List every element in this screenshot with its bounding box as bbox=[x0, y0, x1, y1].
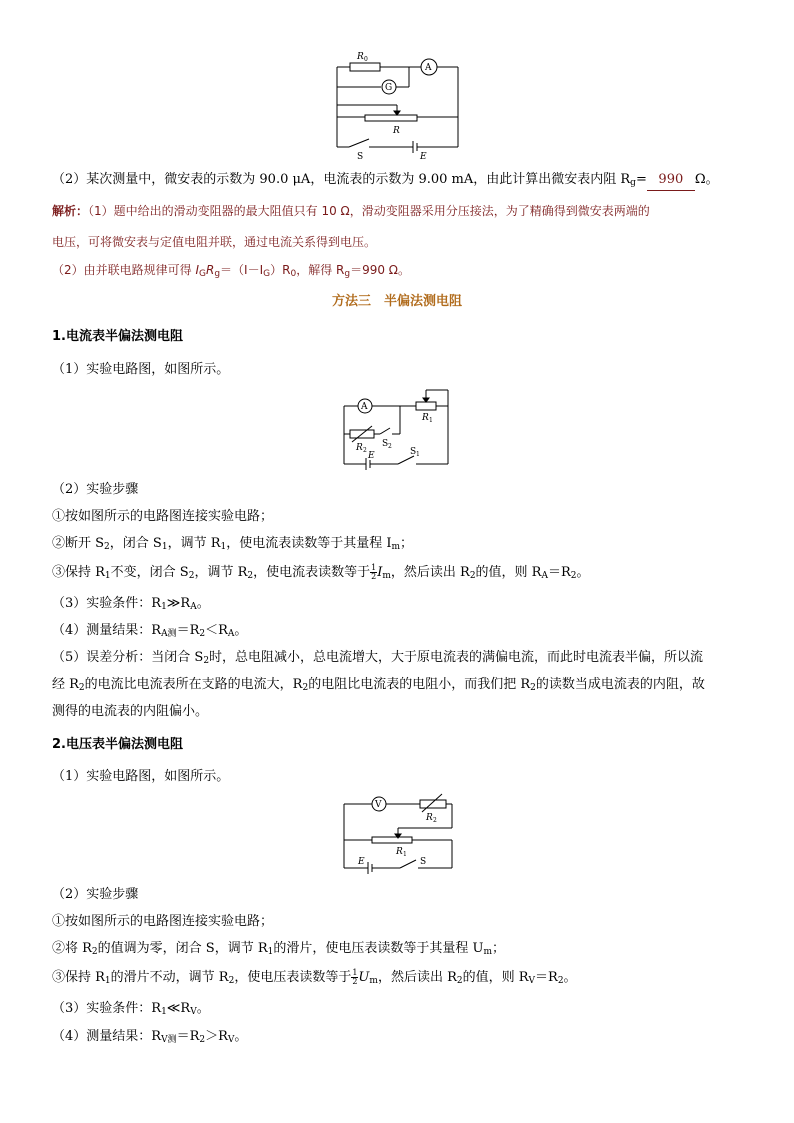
section-1-title: 1.电流表半偏法测电阻 bbox=[52, 329, 183, 344]
fig1-galvanometer-label: G bbox=[385, 83, 393, 93]
fig3-r2-label: R bbox=[426, 813, 433, 823]
question-2-line: （2）某次测量中，微安表的示数为 90.0 μA，电流表的示数为 9.00 mA，由此计算出微安表内阻 $R_g= 990$ Ω。 bbox=[52, 170, 752, 193]
fig1-r0-sub: 0 bbox=[364, 56, 368, 63]
s2-diagram-caption: （1）实验电路图，如图所示。 bbox=[52, 769, 230, 784]
s2-condition: （3）实验条件：$R_1≪R_V$。 bbox=[52, 1001, 210, 1017]
s1-condition: （3）实验条件：$R_1≫R_A$。 bbox=[52, 596, 210, 612]
fig3-r2-sub: 2 bbox=[433, 817, 437, 824]
s1-step-1: ①按如图所示的电路图连接实验电路； bbox=[52, 509, 274, 524]
s2-step-2: ②将 $R_2$的值调为零，闭合 S，调节 $R_1$的滑片，使电压表读数等于其量程 $U_m$； bbox=[52, 941, 506, 957]
circuit-diagram-1 bbox=[325, 45, 475, 165]
fraction-half: $\frac{1}{2}$ bbox=[371, 563, 377, 581]
s1-result: （4）测量结果：$R_{A测}=R_2<R_A$。 bbox=[52, 623, 248, 639]
s2-result: （4）测量结果：$R_{V测}=R_2>R_V$。 bbox=[52, 1029, 248, 1045]
s2-step-3: ③保持 $R_1$的滑片不动，调节 $R_2$，使电压表读数等于 $\frac{1}{2}$ $U_m$，然后读出 $R_2$的值，则 $R_V=R_2$。 bbox=[52, 968, 577, 986]
s1-error-1: （5）误差分析：当闭合 $S_2$时，总电阻减小，总电流增大，大于原电流表的满偏电流，而此时电流表半偏，所以流 bbox=[52, 650, 704, 666]
s1-step-2: ②断开 $S_2$，闭合 $S_1$，调节 $R_1$，使电流表读数等于其量程 $I_m$； bbox=[52, 536, 414, 552]
fraction-half-2: $\frac{1}{2}$ bbox=[352, 968, 358, 986]
fig2-emf-label: E bbox=[368, 451, 375, 461]
method-title: 方法三 半偏法测电阻 bbox=[331, 294, 462, 309]
fig3-r1-label: R bbox=[396, 847, 403, 857]
section-2-title: 2.电压表半偏法测电阻 bbox=[52, 737, 183, 752]
fig1-switch-label: S bbox=[357, 152, 364, 162]
s2-steps-heading: （2）实验步骤 bbox=[52, 887, 139, 902]
fig2-s1-sub: 1 bbox=[416, 451, 420, 458]
analysis-line-2: 电压，可将微安表与定值电阻并联，通过电流关系得到电压。 bbox=[52, 235, 377, 249]
fig1-r0-label: R bbox=[357, 52, 364, 62]
s2-step-1: ①按如图所示的电路图连接实验电路； bbox=[52, 914, 274, 929]
fig2-r1-label: R bbox=[422, 413, 429, 423]
fig3-voltmeter-label: V bbox=[375, 800, 382, 810]
fig2-r1-sub: 1 bbox=[429, 417, 433, 424]
fig2-ammeter-label: A bbox=[361, 402, 368, 412]
answer-blank: 990 bbox=[647, 170, 695, 191]
fig2-s2-sub: 2 bbox=[388, 443, 392, 450]
fig3-r1-sub: 1 bbox=[403, 851, 407, 858]
circuit-diagram-3 bbox=[338, 792, 458, 878]
s1-step-3: ③保持 $R_1$不变，闭合 $S_2$，调节 $R_2$，使电流表读数等于 $\frac{1}{2}$ $I_m$，然后读出 $R_2$的值，则 $R_A=R_2$。 bbox=[52, 563, 590, 581]
s1-steps-heading: （2）实验步骤 bbox=[52, 482, 139, 497]
fig2-r2-label: R bbox=[356, 443, 363, 453]
circuit-diagram-2 bbox=[340, 384, 460, 470]
fig3-switch-label: S bbox=[420, 857, 427, 867]
fig2-s2-label: S bbox=[382, 439, 389, 449]
s1-diagram-caption: （1）实验电路图，如图所示。 bbox=[52, 362, 230, 377]
s1-error-3: 测得的电流表的内阻偏小。 bbox=[52, 704, 209, 719]
fig1-ammeter-label: A bbox=[425, 63, 432, 73]
analysis-line-3: （2）由并联电路规律可得 $I_GR_g=(I-I_G)R_0$，解得 $R_g=990$ Ω。 bbox=[52, 263, 410, 279]
fig3-emf-label: E bbox=[358, 857, 365, 867]
fig2-r2-sub: 2 bbox=[363, 447, 367, 454]
fig1-emf-label: E bbox=[420, 152, 427, 162]
analysis-line-1: 解析：（1）题中给出的滑动变阻器的最大阻值只有 10 Ω，滑动变阻器采用分压接法，为了精确得到微安表两端的 bbox=[52, 204, 650, 218]
fig1-r-label: R bbox=[393, 126, 400, 136]
fig2-s1-label: S bbox=[410, 447, 417, 457]
s1-error-2: 经 $R_2$的电流比电流表所在支路的电流大，$R_2$的电阻比电流表的电阻小，而我们把 $R_2$的读数当成电流表的内阻，故 bbox=[52, 677, 705, 693]
